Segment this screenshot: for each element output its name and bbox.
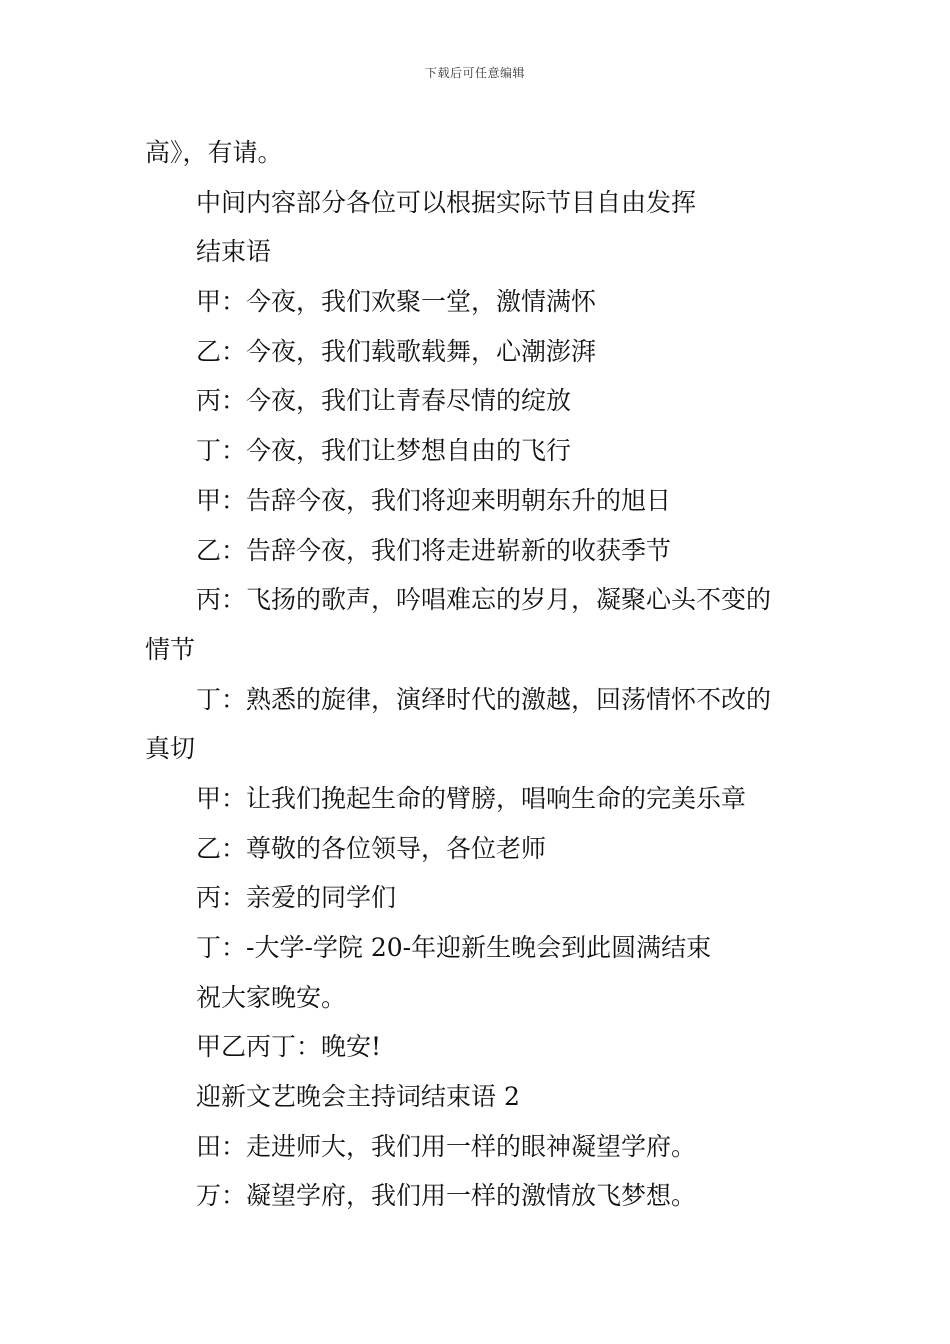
text-line: 丙：亲爱的同学们 bbox=[196, 883, 397, 913]
text-line: 丙：今夜，我们让青春尽情的绽放 bbox=[196, 386, 572, 416]
text-line: 结束语 bbox=[196, 237, 272, 267]
text-line: 田：走进师大，我们用一样的眼神凝望学府。 bbox=[196, 1131, 697, 1161]
text-line: 高》，有请。 bbox=[145, 138, 283, 167]
text-line: 乙：告辞今夜，我们将走进崭新的收获季节 bbox=[196, 535, 672, 565]
text-line: 乙：今夜，我们载歌载舞，心潮澎湃 bbox=[196, 336, 597, 366]
document-body bbox=[145, 128, 810, 1221]
text-line: 乙：尊敬的各位领导，各位老师 bbox=[196, 833, 547, 863]
text-line: 丁：熟悉的旋律，演绎时代的激越，回荡情怀不改的 bbox=[196, 684, 772, 714]
text-line: 中间内容部分各位可以根据实际节目自由发挥 bbox=[196, 187, 697, 217]
text-line: 迎新文艺晚会主持词结束语 2 bbox=[196, 1082, 520, 1112]
text-line: 情节 bbox=[145, 634, 196, 664]
text-line: 甲乙丙丁：晚安! bbox=[196, 1032, 382, 1062]
text-line: 甲：让我们挽起生命的臂膀，唱响生命的完美乐章 bbox=[196, 783, 747, 813]
text-line: 丙：飞扬的歌声，吟唱难忘的岁月，凝聚心头不变的 bbox=[196, 585, 772, 615]
text-line: 丁：-大学-学院 20-年迎新生晚会到此圆满结束 bbox=[196, 933, 712, 962]
text-line: 甲：告辞今夜，我们将迎来明朝东升的旭日 bbox=[196, 485, 672, 515]
text-line: 甲：今夜，我们欢聚一堂，激情满怀 bbox=[196, 287, 597, 317]
text-line: 真切 bbox=[145, 734, 196, 764]
text-line: 万：凝望学府，我们用一样的激情放飞梦想。 bbox=[196, 1181, 697, 1211]
page-header: 下载后可任意编辑 bbox=[424, 66, 525, 80]
text-line: 祝大家晚安。 bbox=[196, 982, 347, 1012]
text-line: 丁：今夜，我们让梦想自由的飞行 bbox=[196, 436, 572, 466]
